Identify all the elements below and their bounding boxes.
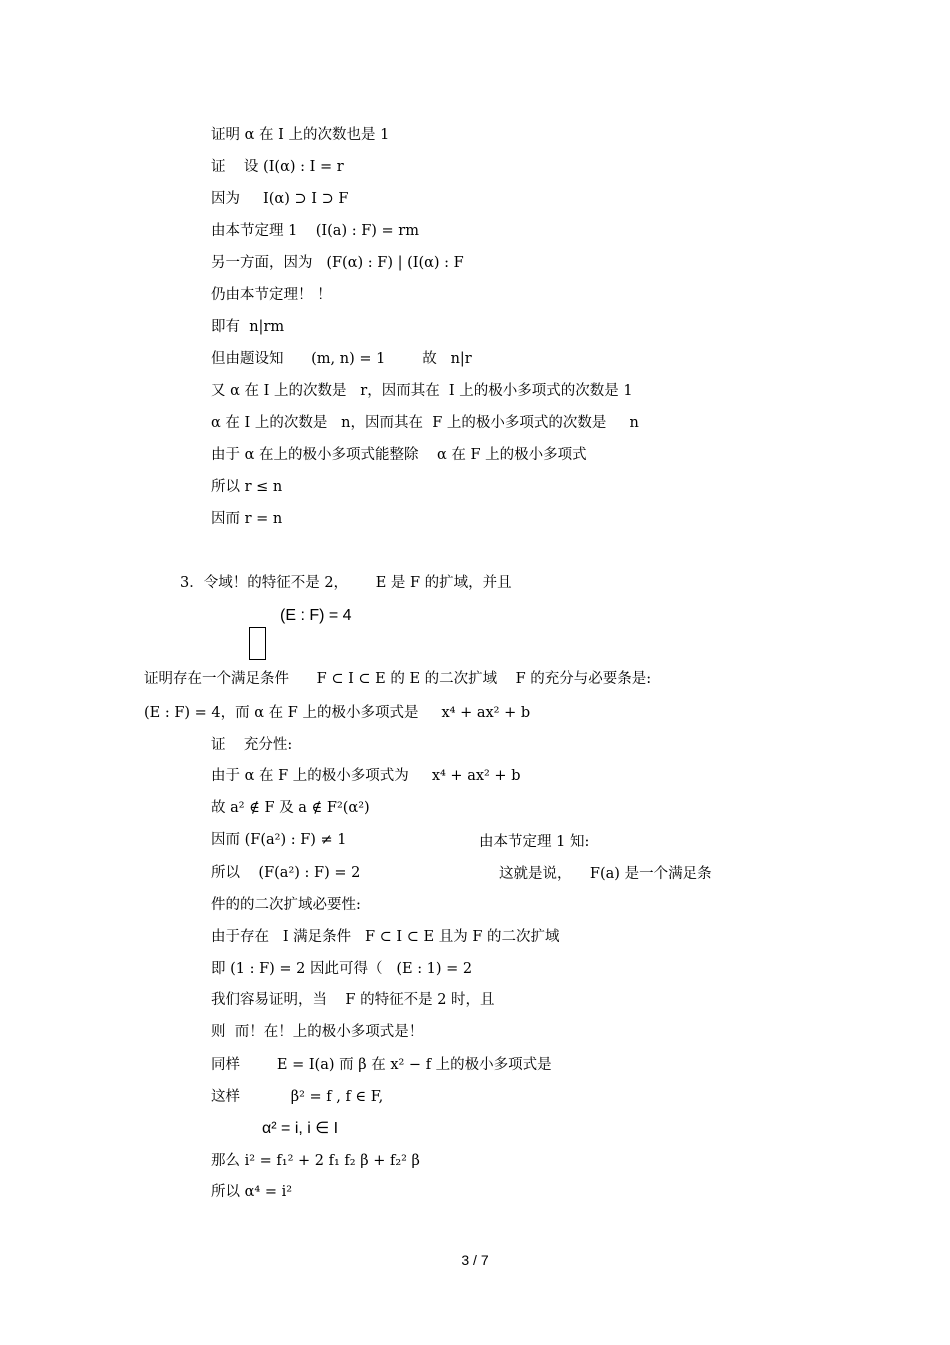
text-line: 但由题设知 (m, n) = 1 故 n|r xyxy=(211,351,472,367)
text-line: 由本节定理 1 (I(a) : F) = rm xyxy=(211,223,419,239)
text-line: 那么 i² = f₁² + 2 f₁ f₂ β + f₂² β xyxy=(211,1153,420,1169)
text-line: 证 设 (I(α) : I = r xyxy=(211,159,344,175)
text-line: 件的的二次扩域必要性: xyxy=(211,897,361,913)
text-line: 证 充分性: xyxy=(211,737,293,753)
equation: (E : F) = 4 xyxy=(280,607,352,624)
text-line: 由于 α 在上的极小多项式能整除 α 在 F 上的极小多项式 xyxy=(211,447,587,463)
text-line: 由于 α 在 F 上的极小多项式为 x⁴ + ax² + b xyxy=(211,768,521,784)
text-line: 我们容易证明，当 F 的特征不是 2 时，且 xyxy=(211,992,495,1008)
equation: α² = i, i ∈ I xyxy=(262,1120,339,1137)
text-line: α 在 I 上的次数是 n，因而其在 F 上的极小多项式的次数是 n xyxy=(211,415,639,431)
text-line: 即有 n|rm xyxy=(211,319,285,335)
text-line: 因而 (F(a²) : F) ≠ 1 xyxy=(211,832,347,848)
text-line: 这就是说， F(a) 是一个满足条 xyxy=(499,866,712,882)
text-line: 即 (1 : F) = 2 因此可得（ (E : 1) = 2 xyxy=(211,961,473,977)
text-line: 证明存在一个满足条件 F ⊂ I ⊂ E 的 E 的二次扩域 F 的充分与必要条是: xyxy=(144,671,652,687)
text-line: 所以 α⁴ = i² xyxy=(211,1184,293,1200)
text-line: 由于存在 I 满足条件 F ⊂ I ⊂ E 且为 F 的二次扩域 xyxy=(211,929,560,945)
text-line: 因而 r = n xyxy=(211,511,283,527)
text-line: 同样 E = I(a) 而 β 在 x² − f 上的极小多项式是 xyxy=(211,1057,552,1073)
empty-box xyxy=(249,627,266,660)
text-line: 另一方面，因为 (F(α) : F) | (I(α) : F xyxy=(211,255,464,271)
text-line: 则 而！在！上的极小多项式是！ xyxy=(211,1024,424,1040)
text-line: 所以 r ≤ n xyxy=(211,479,283,495)
text-line: 仍由本节定理！ ！ xyxy=(211,287,332,303)
text-line: 因为 I(α) ⊃ I ⊃ F xyxy=(211,191,349,207)
page-number: 3 / 7 xyxy=(461,1252,489,1268)
problem-statement: 3．令域！的特征不是 2， E 是 F 的扩域，并且 xyxy=(180,575,512,591)
text-line: 这样 β² = f , f ∈ F, xyxy=(211,1089,384,1105)
text-line: 所以 (F(a²) : F) = 2 xyxy=(211,865,361,881)
text-line: (E : F) = 4，而 α 在 F 上的极小多项式是 x⁴ + ax² + b xyxy=(144,705,531,721)
text-line: 又 α 在 I 上的次数是 r，因而其在 I 上的极小多项式的次数是 1 xyxy=(211,383,633,399)
text-line: 故 a² ∉ F 及 a ∉ F²(α²) xyxy=(211,800,370,816)
text-line: 证明 α 在 I 上的次数也是 1 xyxy=(211,127,390,143)
text-line: 由本节定理 1 知: xyxy=(479,834,590,850)
